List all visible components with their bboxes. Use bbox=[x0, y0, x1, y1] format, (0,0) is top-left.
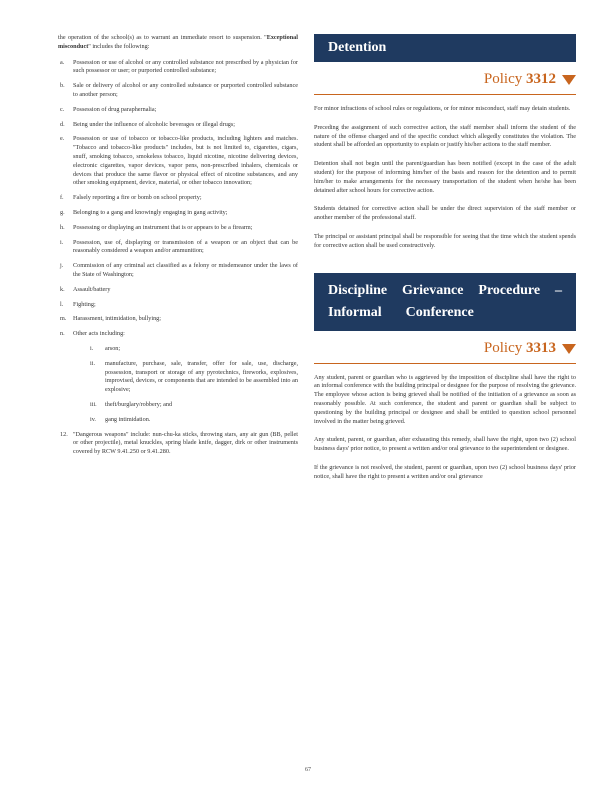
list-marker: 12. bbox=[60, 430, 68, 438]
detention-heading: Detention bbox=[328, 40, 387, 55]
heading-word: – bbox=[555, 282, 562, 298]
detention-banner bbox=[314, 34, 576, 62]
list-marker: d. bbox=[60, 120, 65, 128]
list-marker: iv. bbox=[90, 415, 96, 423]
list-item-dangerous-weapons bbox=[58, 431, 298, 457]
grievance-heading-line2 bbox=[328, 302, 562, 324]
sub-list-item bbox=[88, 401, 298, 410]
policy-3312-label bbox=[314, 69, 576, 91]
list-item-text: arson; bbox=[105, 344, 121, 352]
list-item bbox=[58, 209, 298, 218]
list-item-text: Other acts including: bbox=[73, 330, 125, 338]
list-item-text: "Dangerous weapons" include: nun-chu-ka sticks, throwing stars, any air gun (BB, pellet or other projectile), metal knuckles, spring blade knife, dagger, dirk or other instruments covered by RCW 9.41.250 or 9.41.280. bbox=[73, 430, 298, 456]
list-marker: h. bbox=[60, 223, 65, 231]
heading-word: Informal bbox=[328, 304, 382, 320]
left-column bbox=[58, 34, 298, 463]
grievance-body bbox=[314, 374, 576, 482]
list-item-text: Belonging to a gang and knowingly engaging in gang activity; bbox=[73, 208, 228, 216]
list-item-text: Fighting; bbox=[73, 300, 96, 308]
list-item bbox=[58, 239, 298, 257]
section-divider bbox=[314, 363, 576, 364]
list-marker: iii. bbox=[90, 400, 97, 408]
paragraph: For minor infractions of school rules or regulations, or for minor misconduct, staff may detain students. bbox=[314, 105, 571, 112]
list-item-text: Possession or use of alcohol or any controlled substance not prescribed by a physician for such possessor or user; or purported controlled substance; bbox=[73, 58, 298, 75]
list-item bbox=[58, 59, 298, 77]
list-item-text: theft/burglary/robbery; and bbox=[105, 400, 173, 408]
list-item bbox=[58, 330, 298, 339]
list-marker: l. bbox=[60, 300, 64, 308]
list-item-text: Harassment, intimidation, bullying; bbox=[73, 315, 161, 323]
heading-word: Procedure bbox=[478, 282, 541, 298]
paragraph: Preceding the assignment of such corrective action, the staff member shall inform the student of the nature of the offense charged and of the specific conduct which allegedly constitutes the violation. The student shall be afforded an opportunity to explain or justify his/her actions to the staff member. bbox=[314, 123, 576, 149]
list-item-text: Commission of any criminal act classified as a felony or misdemeanor under the laws of the State of Washington; bbox=[73, 262, 298, 278]
list-marker: ii. bbox=[90, 359, 95, 367]
misconduct-list bbox=[58, 59, 298, 339]
policy-3313-label bbox=[314, 338, 576, 360]
triangle-down-icon bbox=[562, 75, 576, 85]
grievance-banner bbox=[314, 273, 576, 331]
paragraph: The principal or assistant principal shall be responsible for seeing that the time which the student spends for corrective action shall be used constructively. bbox=[314, 232, 576, 249]
list-item bbox=[58, 121, 298, 130]
sub-list-item bbox=[88, 416, 298, 425]
exceptional-misconduct-term: Exceptional misconduct bbox=[58, 34, 298, 50]
other-acts-sublist bbox=[88, 345, 298, 425]
triangle-down-icon bbox=[562, 344, 576, 354]
list-item bbox=[58, 194, 298, 203]
paragraph: Students detained for corrective action shall be under the direct supervision of the staff member or another member of the professional staff. bbox=[314, 205, 576, 222]
heading-word: Grievance bbox=[402, 282, 464, 298]
list-item bbox=[58, 286, 298, 295]
detention-body bbox=[314, 105, 576, 251]
policy-number: 3313 bbox=[526, 339, 556, 356]
policy-word: Policy bbox=[483, 71, 523, 88]
list-marker: j. bbox=[60, 262, 64, 270]
list-item bbox=[58, 224, 298, 233]
policy-number: 3312 bbox=[526, 71, 556, 88]
paragraph: If the grievance is not resolved, the student, parent or guardian, upon two (2) school business days' prior notice, shall have the right to present a written and/or oral grievance bbox=[314, 463, 576, 480]
list-item-text: Assault/battery bbox=[73, 285, 111, 293]
list-item-text: Possession of drug paraphernalia; bbox=[73, 105, 157, 113]
list-item bbox=[58, 82, 298, 100]
list-marker: i. bbox=[60, 238, 64, 246]
list-marker: b. bbox=[60, 82, 65, 90]
sub-list-item bbox=[88, 345, 298, 354]
policy-word: Policy bbox=[483, 339, 523, 356]
heading-word: Conference bbox=[405, 304, 474, 320]
list-item bbox=[58, 301, 298, 310]
list-item-text: gang intimidation. bbox=[105, 415, 151, 423]
list-item-text: Possession or use of tobacco or tobacco-like products, including lighters and matches. "Tobacco and tobacco-like products" includes, but is not limited to, cigarettes, cigars, snuff, smoking tobacco, smokeless tobacco, liquid nicotine, nicotine delivering devices, electronic cigarettes, vapor devices, vapor pens, non-prescribed inhalers, chemicals or devices that produce the same flavor or physical effect of nicotine substances, and any other smoking equipment, device, material, or other tobacco innovation; bbox=[73, 135, 298, 187]
section-divider bbox=[314, 94, 576, 95]
right-column bbox=[314, 34, 576, 492]
list-marker: n. bbox=[60, 330, 65, 338]
list-item bbox=[58, 262, 298, 280]
list-marker: g. bbox=[60, 208, 65, 216]
list-marker: k. bbox=[60, 285, 65, 293]
heading-word: Discipline bbox=[328, 282, 388, 298]
list-item-text: manufacture, purchase, sale, transfer, offer for sale, use, discharge, possession, transport or storage of any pyrotechnics, fireworks, explosives, improvised, devices, or components that are intended to be assembled into an explosive; bbox=[105, 359, 298, 394]
list-marker: i. bbox=[90, 344, 94, 352]
grievance-heading-line1 bbox=[328, 280, 562, 302]
list-item-text: Falsely reporting a fire or bomb on school property; bbox=[73, 194, 202, 202]
list-item-text: Possession, use of, displaying or transmission of a weapon or an object that can be reasonably considered a weapon and/or ammunition; bbox=[73, 238, 298, 255]
list-item-text: Sale or delivery of alcohol or any controlled substance or purported controlled substance to another person; bbox=[73, 82, 298, 98]
paragraph: Detention shall not begin until the parent/guardian has been notified (except in the case of the adult student) for the purpose of informing him/her of the basis and reason for the detention and to permit him/her to make arrangements for the necessary transportation of the student when he/she has been detained after school hours for corrective action. bbox=[314, 160, 576, 194]
list-marker: m. bbox=[60, 315, 67, 323]
paragraph: Any student, parent, or guardian, after exhausting this remedy, shall have the right, upon two (2) school business days' prior notice, to present a written and/or oral grievance to the superintendent or designee. bbox=[314, 436, 576, 453]
list-marker: a. bbox=[60, 58, 65, 66]
list-item bbox=[58, 106, 298, 115]
list-marker: f. bbox=[60, 194, 64, 202]
exceptional-misconduct-intro: the operation of the school(s) as to warrant an immediate resort to suspension. "Exceptional misconduct" includes the following: bbox=[58, 34, 298, 50]
list-item bbox=[58, 135, 298, 188]
list-item-text: Possessing or displaying an instrument that is or appears to be a firearm; bbox=[73, 223, 253, 231]
sub-list-item bbox=[88, 360, 298, 395]
page-number: 67 bbox=[305, 767, 311, 773]
list-item bbox=[58, 315, 298, 324]
list-marker: e. bbox=[60, 135, 65, 143]
list-marker: c. bbox=[60, 105, 65, 113]
paragraph: Any student, parent or guardian who is aggrieved by the imposition of discipline shall have the right to an informal conference with the building principal or designee for the purpose of resolving the grievance. The employee whose action is being grieved shall be notified of the initiation of a grievance as soon as reasonably possible. At such conference, the student and parent or guardian shall be subject to questioning by the building principal or designee and shall be entitled to question school personnel involved in the matter being grieved. bbox=[314, 373, 576, 425]
list-item-text: Being under the influence of alcoholic beverages or illegal drugs; bbox=[73, 120, 236, 128]
